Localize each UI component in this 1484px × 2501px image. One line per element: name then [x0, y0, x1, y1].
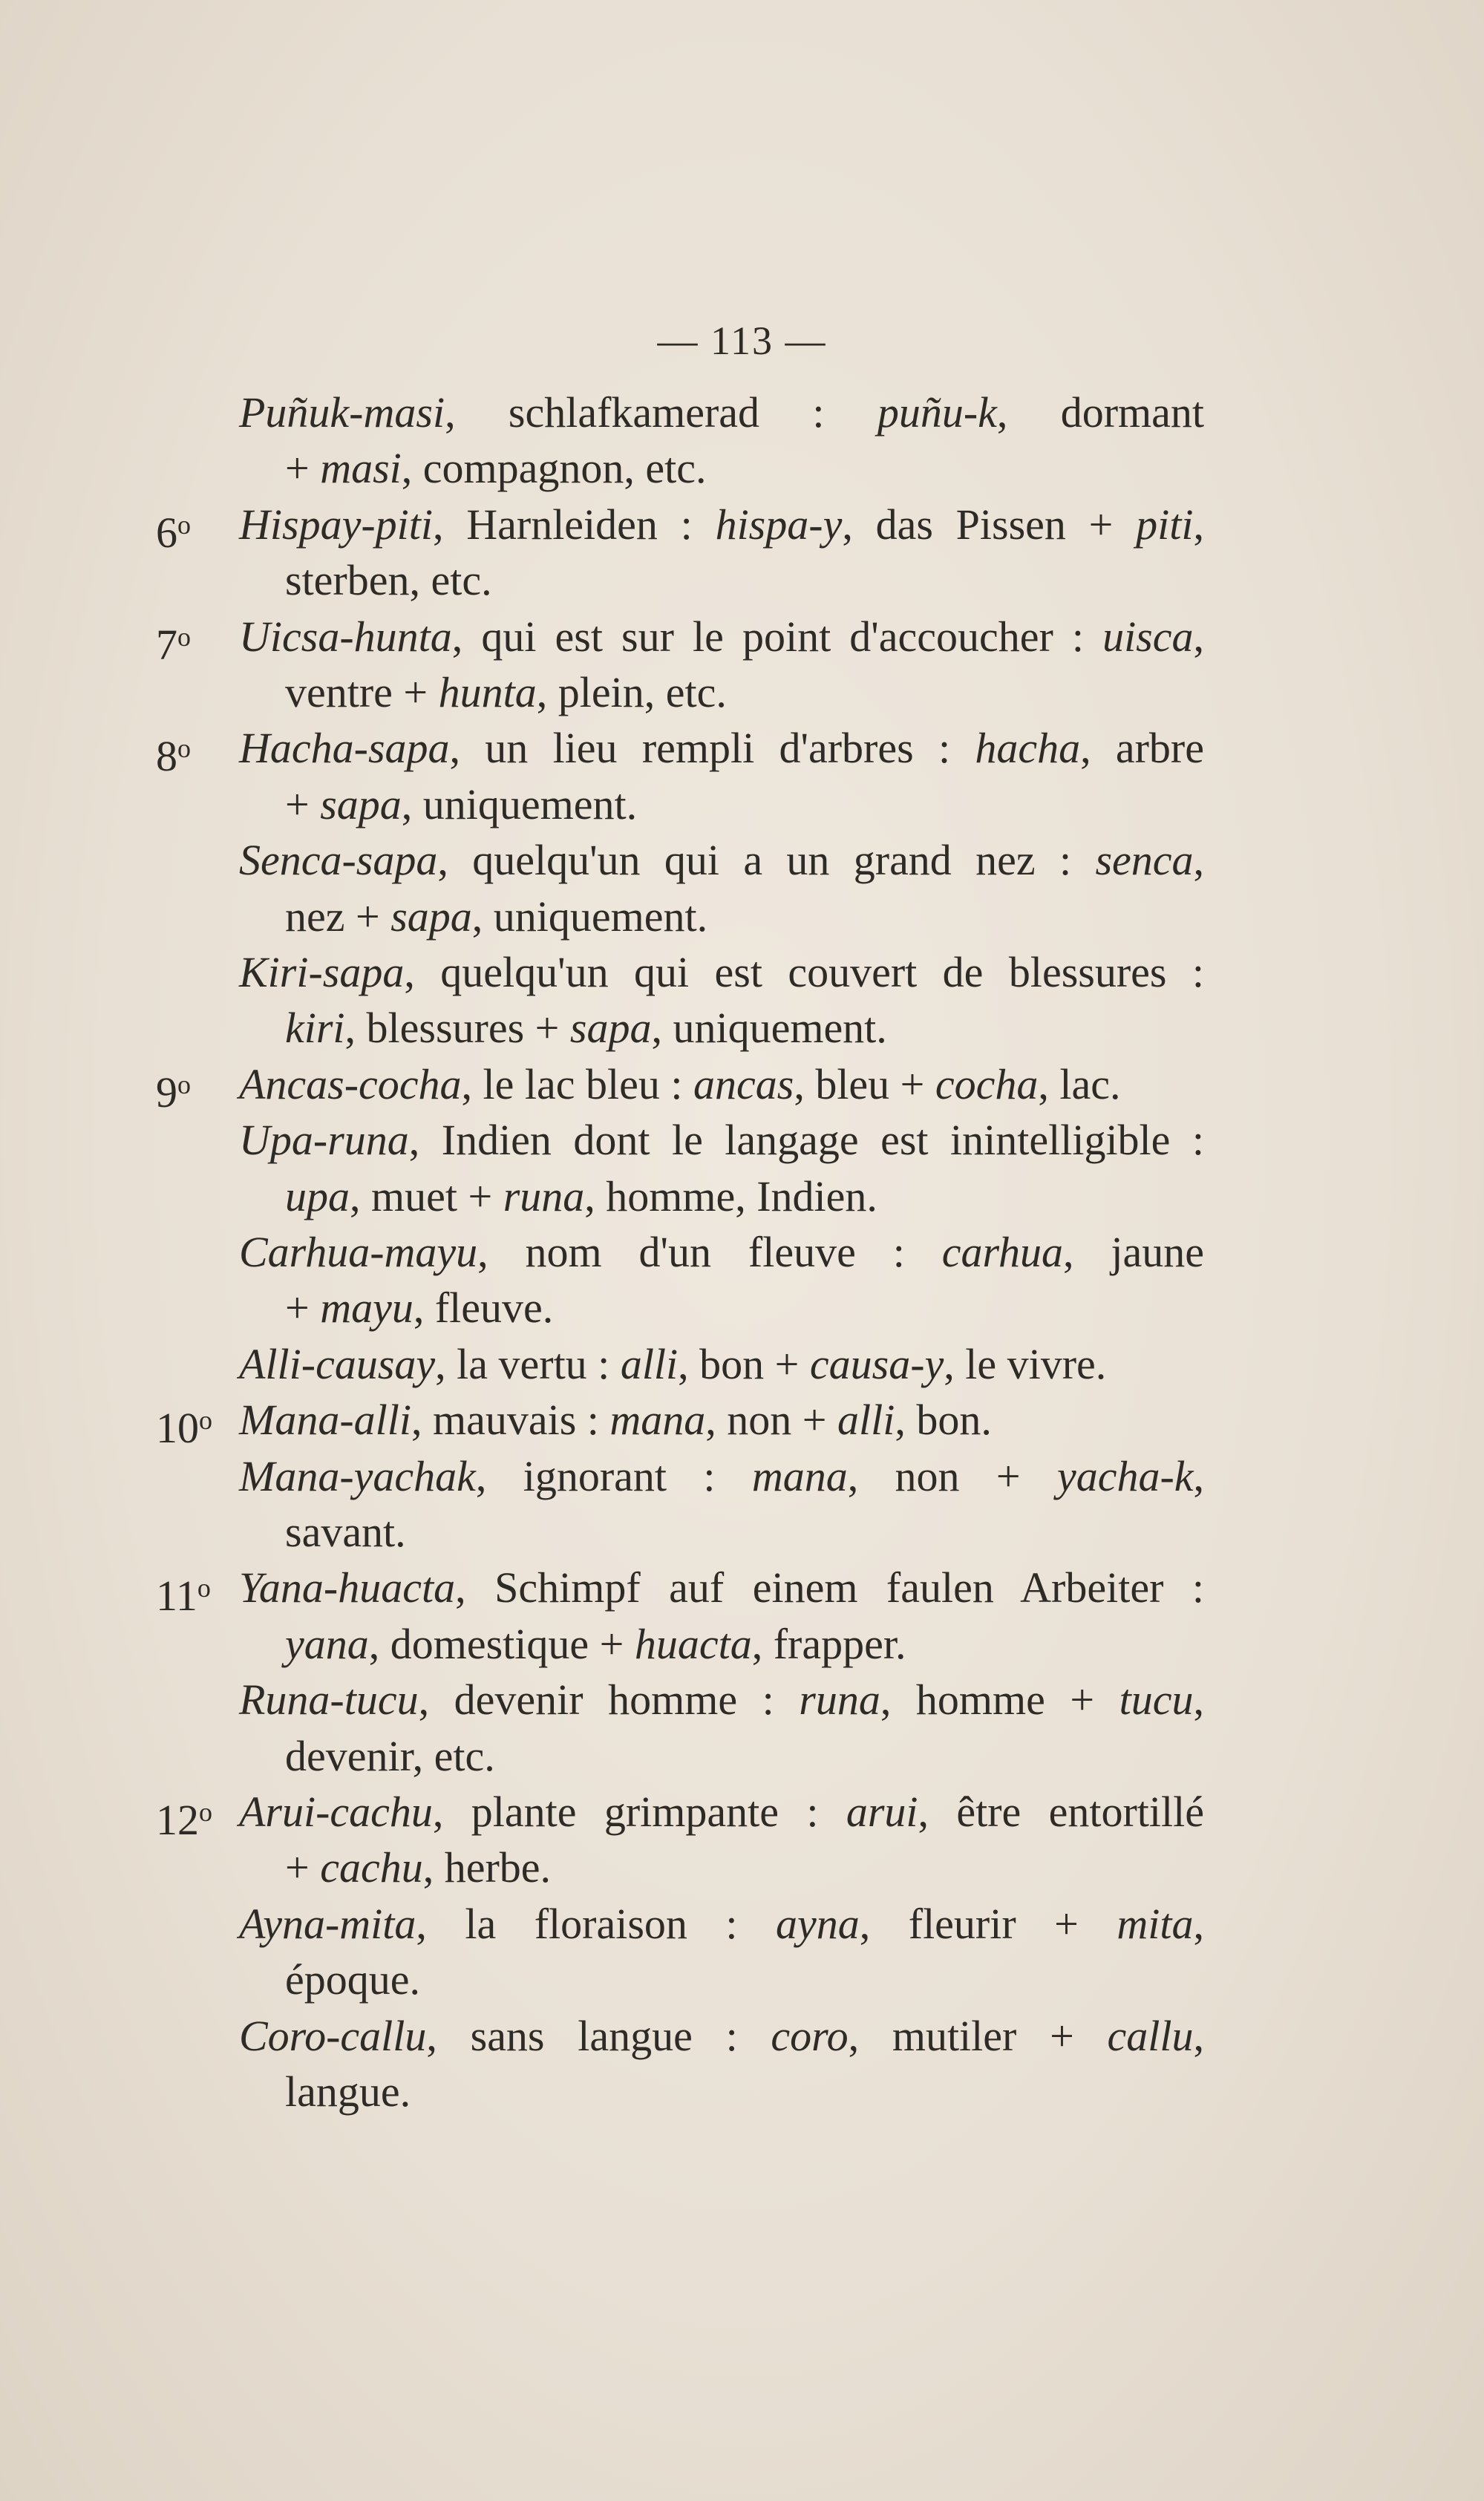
gloss-text: , herbe.	[422, 1843, 552, 1892]
gloss-text: , devenir homme :	[418, 1675, 800, 1724]
gloss-text: , non +	[705, 1396, 837, 1444]
gloss-text: , jaune	[1063, 1228, 1204, 1276]
entry-continuation-line	[285, 1840, 1204, 1896]
entry-line	[239, 1392, 1204, 1448]
gloss-text: , non +	[847, 1452, 1057, 1500]
gloss-text: , bleu +	[794, 1060, 935, 1108]
gloss-text: , fleuve.	[413, 1284, 554, 1332]
gloss-text: , bon.	[895, 1396, 992, 1444]
quechua-term: masi	[320, 444, 402, 492]
gloss-text: +	[285, 1284, 321, 1332]
gloss-text: +	[285, 780, 321, 828]
gloss-text: , ignorant :	[475, 1452, 752, 1500]
ordinal-mark: o	[177, 510, 191, 540]
entry-line	[239, 1672, 1204, 1728]
entry-continuation-line	[285, 1168, 1204, 1225]
gloss-text: , la floraison :	[416, 1900, 777, 1948]
quechua-term: upa	[285, 1172, 350, 1220]
entry-line	[239, 944, 1204, 1001]
gloss-text: , domestique +	[368, 1620, 635, 1668]
quechua-term: ayna	[776, 1900, 860, 1948]
quechua-term: runa	[503, 1172, 585, 1220]
gloss-text: , sans langue :	[426, 2012, 771, 2060]
quechua-term: Uicsa-hunta	[239, 612, 452, 661]
quechua-term: coro	[771, 2012, 849, 2060]
quechua-term: Carhua-mayu	[239, 1228, 478, 1276]
quechua-term: Runa-tucu	[239, 1675, 419, 1724]
gloss-text: , uniquement.	[471, 892, 708, 941]
quechua-term: Hacha-sapa	[239, 724, 450, 772]
gloss-text: ,	[1193, 1900, 1204, 1948]
gloss-text: ,	[1193, 612, 1204, 661]
entry-line	[239, 832, 1204, 889]
entry-continuation-line	[285, 777, 1204, 833]
entry-line	[239, 1224, 1204, 1281]
quechua-term: hispa-y	[715, 500, 843, 549]
quechua-term: yana	[285, 1620, 369, 1668]
quechua-term: sapa	[569, 1004, 652, 1052]
entry-continuation-line	[285, 1280, 1204, 1336]
quechua-term: sapa	[390, 892, 472, 941]
entry-line	[239, 1056, 1204, 1113]
gloss-text: , le vivre.	[944, 1340, 1107, 1388]
page-number: — 113 —	[657, 318, 827, 363]
entry-line	[239, 1448, 1204, 1505]
gloss-text: , das Pissen +	[842, 500, 1137, 549]
quechua-term: Upa-runa	[239, 1116, 409, 1164]
gloss-text: , bon +	[678, 1340, 810, 1388]
ordinal-mark: o	[177, 733, 191, 763]
gloss-text: , homme, Indien.	[584, 1172, 877, 1220]
entry-line	[239, 1112, 1204, 1168]
entry-continuation-line	[285, 664, 1204, 721]
quechua-term: uisca	[1102, 612, 1194, 661]
entry-number-value: 11	[156, 1572, 197, 1620]
gloss-text: , la vertu :	[435, 1340, 621, 1388]
entry-line	[239, 1560, 1204, 1616]
quechua-term: puñu-k	[877, 388, 997, 437]
quechua-term: causa-y	[809, 1340, 944, 1388]
ordinal-mark: o	[177, 622, 191, 652]
ordinal-mark: o	[199, 1797, 212, 1827]
quechua-term: hunta	[438, 668, 537, 716]
gloss-text: , schlafkamerad :	[445, 388, 877, 437]
quechua-term: Puñuk-masi	[239, 388, 445, 437]
entry-continuation-line	[285, 1728, 1204, 1785]
ordinal-mark: o	[197, 1573, 211, 1603]
entry-number-value: 8	[156, 732, 177, 780]
gloss-text: , Indien dont le langage est inintelligible :	[408, 1116, 1204, 1164]
entry-number	[156, 609, 238, 669]
quechua-term: senca	[1095, 836, 1194, 884]
entry-line	[239, 2008, 1204, 2064]
quechua-term: Ayna-mita	[239, 1900, 416, 1948]
entry-line	[239, 1336, 1204, 1393]
quechua-term: mayu	[320, 1284, 414, 1332]
entry-number	[156, 1056, 238, 1117]
gloss-text: , mauvais :	[411, 1396, 610, 1444]
entry-line	[239, 1784, 1204, 1840]
quechua-term: Coro-callu	[239, 2012, 427, 2060]
gloss-text: sterben, etc.	[285, 556, 492, 604]
quechua-term: alli	[837, 1396, 895, 1444]
quechua-term: Alli-causay	[239, 1340, 436, 1388]
quechua-term: yacha-k	[1056, 1452, 1194, 1500]
quechua-term: Ancas-cocha	[239, 1060, 462, 1108]
quechua-term: Hispay-piti	[239, 500, 433, 549]
gloss-text: , lac.	[1038, 1060, 1121, 1108]
quechua-term: runa	[799, 1675, 880, 1724]
gloss-text: , Schimpf auf einem faulen Arbeiter :	[455, 1563, 1204, 1612]
quechua-term: sapa	[320, 780, 402, 828]
gloss-text: ,	[1193, 2012, 1204, 2060]
entry-line	[239, 720, 1204, 777]
entry-number-value: 12	[156, 1796, 199, 1844]
gloss-text: ,	[1193, 500, 1204, 549]
quechua-term: callu	[1107, 2012, 1194, 2060]
gloss-text: devenir, etc.	[285, 1732, 495, 1780]
entry-continuation-line	[285, 1616, 1204, 1673]
quechua-term: carhua	[941, 1228, 1063, 1276]
gloss-text: , mutiler +	[848, 2012, 1108, 2060]
gloss-text: savant.	[285, 1508, 406, 1556]
gloss-text: ,	[1193, 836, 1204, 884]
quechua-term: mana	[751, 1452, 848, 1500]
gloss-text: , nom d'un fleuve :	[477, 1228, 942, 1276]
gloss-text: , homme +	[880, 1675, 1119, 1724]
quechua-term: Yana-huacta	[239, 1563, 456, 1612]
gloss-text: , quelqu'un qui a un grand nez :	[437, 836, 1096, 884]
quechua-term: arui	[846, 1788, 918, 1836]
gloss-text: ventre +	[285, 668, 439, 716]
gloss-text: , plein, etc.	[536, 668, 727, 716]
entry-line	[239, 385, 1204, 441]
gloss-text: , uniquement.	[651, 1004, 887, 1052]
gloss-text: , fleurir +	[859, 1900, 1117, 1948]
gloss-text: , muet +	[350, 1172, 503, 1220]
entry-number	[156, 1392, 238, 1452]
gloss-text: nez +	[285, 892, 391, 941]
entry-number-value: 9	[156, 1068, 177, 1117]
gloss-text: , uniquement.	[401, 780, 638, 828]
gloss-text: , frapper.	[751, 1620, 906, 1668]
quechua-term: piti	[1136, 500, 1194, 549]
entry-number	[156, 497, 238, 557]
entry-line	[239, 609, 1204, 665]
gloss-text: , compagnon, etc.	[401, 444, 707, 492]
quechua-term: Senca-sapa	[239, 836, 438, 884]
gloss-text: , dormant	[996, 388, 1204, 437]
quechua-term: tucu	[1119, 1675, 1194, 1724]
gloss-text: ,	[1193, 1675, 1204, 1724]
gloss-text: +	[285, 1843, 321, 1892]
gloss-text: , quelqu'un qui est couvert de blessures :	[404, 948, 1204, 996]
entry-number	[156, 720, 238, 780]
quechua-term: mita	[1117, 1900, 1194, 1948]
quechua-term: cocha	[935, 1060, 1039, 1108]
gloss-text: , être entortillé	[918, 1788, 1204, 1836]
gloss-text: , un lieu rempli d'arbres :	[449, 724, 975, 772]
quechua-term: hacha	[975, 724, 1081, 772]
gloss-text: , arbre	[1080, 724, 1204, 772]
entry-continuation-line	[285, 1952, 1204, 2008]
entry-continuation-line	[285, 1504, 1204, 1560]
quechua-term: cachu	[320, 1843, 423, 1892]
entry-continuation-line	[285, 440, 1204, 497]
gloss-text: , plante grimpante :	[432, 1788, 846, 1836]
quechua-term: Mana-yachak	[239, 1452, 476, 1500]
quechua-term: Arui-cachu	[239, 1788, 433, 1836]
gloss-text: , Harnleiden :	[432, 500, 716, 549]
ordinal-mark: o	[177, 1070, 191, 1099]
entry-number	[156, 1560, 238, 1620]
gloss-text: ,	[1193, 1452, 1204, 1500]
quechua-term: huacta	[634, 1620, 752, 1668]
quechua-term: kiri	[285, 1004, 345, 1052]
ordinal-mark: o	[199, 1405, 212, 1435]
gloss-text: langue.	[285, 2067, 411, 2116]
entry-continuation-line	[285, 552, 1204, 609]
entry-line	[239, 497, 1204, 553]
entry-continuation-line	[285, 1000, 1204, 1056]
quechua-term: ancas	[693, 1060, 794, 1108]
quechua-term: mana	[609, 1396, 706, 1444]
entry-number-value: 10	[156, 1404, 199, 1452]
quechua-term: Kiri-sapa	[239, 948, 405, 996]
entry-continuation-line	[285, 889, 1204, 945]
gloss-text: époque.	[285, 1955, 420, 2004]
entry-continuation-line	[285, 2064, 1204, 2120]
gloss-text: , qui est sur le point d'accoucher :	[451, 612, 1103, 661]
entry-number	[156, 1784, 238, 1844]
entry-line	[239, 1896, 1204, 1952]
gloss-text: , blessures +	[344, 1004, 570, 1052]
entry-number-value: 7	[156, 621, 177, 669]
gloss-text: +	[285, 444, 321, 492]
quechua-term: alli	[620, 1340, 679, 1388]
gloss-text: , le lac bleu :	[461, 1060, 693, 1108]
entry-number-value: 6	[156, 509, 177, 557]
quechua-term: Mana-alli	[239, 1396, 411, 1444]
